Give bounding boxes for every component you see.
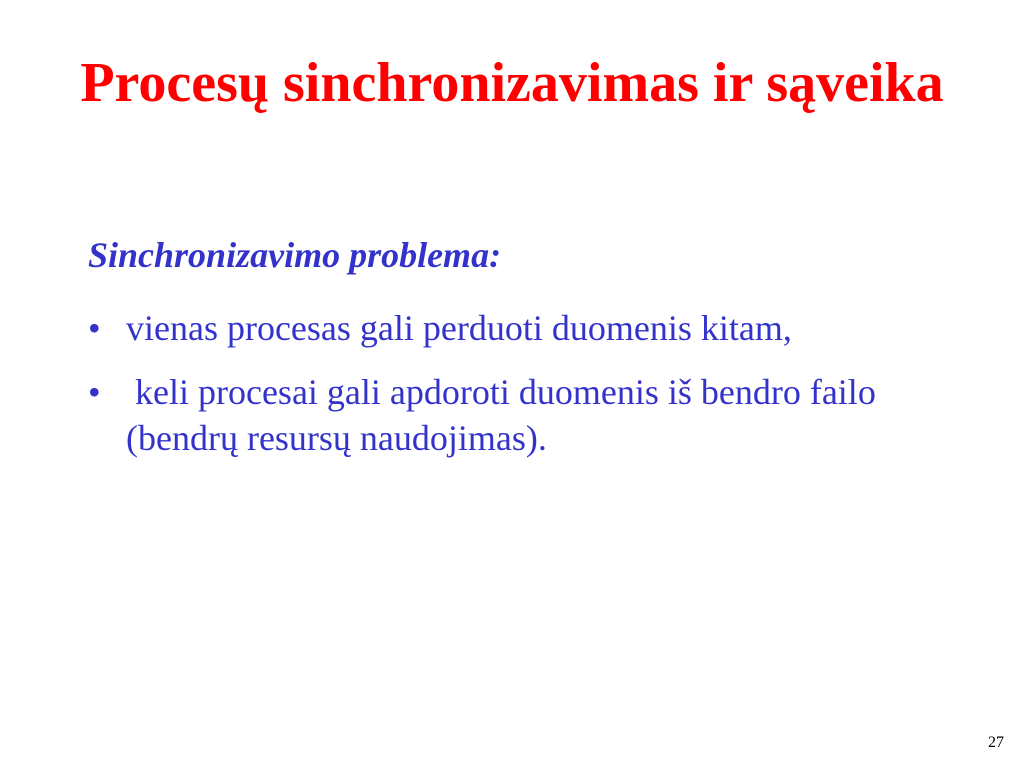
bullet-text: vienas procesas gali perduoti duomenis kitam, [126, 308, 792, 348]
bullet-list [88, 305, 928, 479]
slide-title: Procesų sinchronizavimas ir sąveika [80, 52, 944, 114]
bullet-item-2 [88, 369, 928, 461]
subheading: Sinchronizavimo problema: [88, 235, 502, 275]
bullet-icon: • [88, 372, 101, 412]
bullet-text: keli procesai gali apdoroti duomenis iš bendro failo (bendrų resursų naudojimas). [126, 372, 885, 458]
bullet-item-1 [88, 305, 928, 351]
bullet-icon: • [88, 308, 101, 348]
page-number: 27 [988, 734, 1004, 751]
